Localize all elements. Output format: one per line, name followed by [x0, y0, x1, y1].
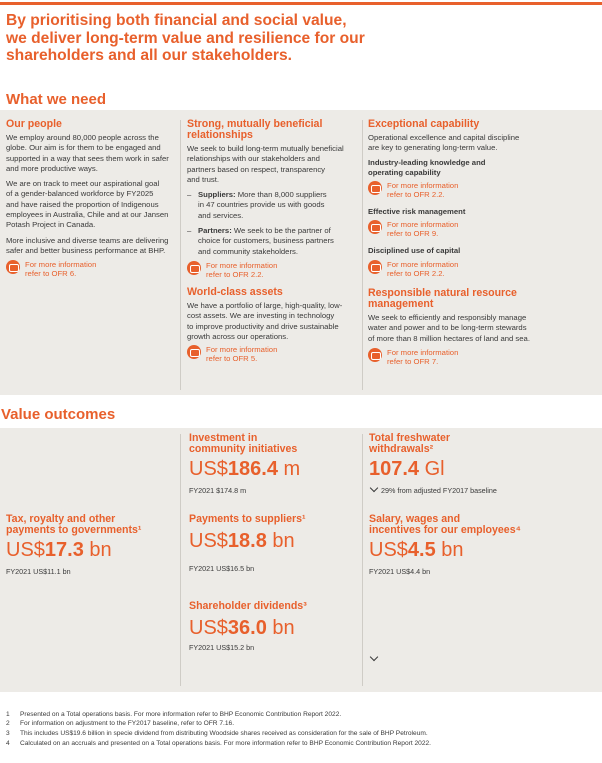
more-info-ofr-7-link[interactable]: For more information refer to OFR 7. — [368, 348, 558, 366]
tax-value: US$17.3 bn — [6, 539, 112, 561]
more-info-ofr-2-2-link[interactable]: For more information refer to OFR 2.2. — [368, 181, 554, 199]
dividends-prior-year: FY2021 US$15.2 bn — [189, 643, 255, 652]
more-info-ofr-2-2-link[interactable]: For more information refer to OFR 2.2. — [187, 261, 359, 279]
resources-heading: Responsible natural resource management — [368, 287, 517, 310]
community-value: US$186.4 m — [189, 458, 301, 480]
capability-paragraph: Operational excellence and capital discipline are key to generating long-term value. — [368, 133, 520, 153]
chevron-down-icon — [370, 484, 378, 492]
resources-paragraph: We seek to efficiently and responsibly manage water and power and to be long-term stewards of more than 8 million hectares of land and sea. — [368, 313, 530, 343]
value-outcomes-title: Value outcomes — [1, 406, 116, 423]
relationships-block — [187, 119, 359, 279]
more-info-ofr-2-2-link[interactable]: For more information refer to OFR 2.2. — [368, 260, 554, 278]
relationships-heading: Strong, mutually beneficial relationships — [187, 118, 323, 141]
document-icon — [368, 181, 382, 195]
tax-title: Tax, royalty and other payments to governments¹ — [6, 513, 142, 537]
column-divider — [180, 120, 181, 390]
capability-heading: Exceptional capability — [368, 118, 480, 130]
our-people-heading: Our people — [6, 118, 62, 130]
dividends-title: Shareholder dividends³ — [189, 600, 307, 612]
knowledge-subheading: Industry-leading knowledge and operating capability — [368, 157, 486, 177]
value-outcomes-panel — [0, 428, 602, 692]
relationships-paragraph: We seek to build long-term mutually beneficial relationships with our stakeholders and partners based on respect, transparency and trust. — [187, 144, 344, 184]
assets-paragraph: We have a portfolio of large, high-quality, low- cost assets. We are investing in technology to improve productivity and drive sustainable growth across our operations. — [187, 301, 343, 341]
more-info-ofr-6-link[interactable]: For more information refer to OFR 6. — [6, 260, 178, 278]
water-change: 29% from adjusted FY2017 baseline — [381, 486, 497, 495]
diversity-paragraph: More inclusive and diverse teams are delivering safer and better business performance at BHP. — [6, 235, 169, 255]
community-title: Investment in community initiatives — [189, 432, 298, 456]
column-divider — [362, 120, 363, 390]
footnote-2: 2 For information on adjustment to the FY2017 baseline, refer to OFR 7.16. — [6, 720, 235, 727]
document-icon — [368, 348, 382, 362]
capital-subheading: Disciplined use of capital — [368, 246, 461, 256]
water-value: 107.4 Gl — [369, 458, 445, 480]
salary-prior-year: FY2021 US$4.4 bn — [369, 567, 431, 576]
water-title: Total freshwater withdrawals² — [369, 432, 451, 456]
what-we-need-panel — [0, 110, 602, 395]
suppliers-prior-year: FY2021 US$16.5 bn — [189, 564, 255, 573]
salary-value: US$4.5 bn — [369, 539, 464, 561]
footnote-3: 3 This includes US$19.6 billion in specie dividend from distributing Woodside shares received as consideration for the sale of BHP Petroleum. — [6, 730, 428, 737]
column-divider — [180, 434, 181, 686]
document-icon — [6, 260, 20, 274]
resources-block — [368, 288, 558, 366]
assets-heading: World-class assets — [187, 286, 283, 298]
what-we-need-title: What we need — [6, 91, 107, 108]
chevron-down-icon — [370, 653, 378, 661]
risk-subheading: Effective risk management — [368, 207, 466, 217]
suppliers-title: Payments to suppliers¹ — [189, 513, 306, 525]
dividends-value: US$36.0 bn — [189, 617, 295, 639]
footnote-4: 4 Calculated on an accruals and presented on a Total operations basis. For more information refer to BHP Economic Contribution Report 2022. — [6, 740, 431, 747]
more-info-ofr-9-link[interactable]: For more information refer to OFR 9. — [368, 220, 554, 238]
suppliers-value: US$18.8 bn — [189, 530, 295, 552]
tax-prior-year: FY2021 US$11.1 bn — [6, 567, 71, 576]
document-icon — [187, 261, 201, 275]
partners-bullet: – Partners: We seek to be the partner of choice for customers, business partners and community stakeholders. — [187, 226, 359, 257]
suppliers-bullet: – Suppliers: More than 8,000 suppliers in 47 countries provide us with goods and services. — [187, 190, 359, 221]
our-people-block — [6, 119, 178, 278]
our-people-paragraph: We employ around 80,000 people across the globe. Our aim is for them to be engaged and supported in a way that sees them work in safer and more productive ways. — [6, 133, 169, 173]
capability-block — [368, 119, 554, 278]
document-icon — [368, 260, 382, 274]
salary-title: Salary, wages and incentives for our employees⁴ — [369, 513, 521, 537]
gender-balance-paragraph: We are on track to meet our aspirational goal of a gender-balanced workforce by FY2025 and have raised the proportion of Indigenous employees in Australia, Chile and at our Jansen Potash Project in Canada. — [6, 179, 169, 230]
page-headline: By prioritising both financial and social value, we deliver long-term value and resilience for our shareholders and all our stakeholders. — [6, 12, 365, 64]
assets-block — [187, 287, 359, 363]
document-icon — [187, 345, 201, 359]
footnote-1: 1 Presented on a Total operations basis. For more information refer to BHP Economic Contribution Report 2022. — [6, 711, 342, 718]
column-divider — [362, 434, 363, 686]
document-icon — [368, 220, 382, 234]
more-info-ofr-5-link[interactable]: For more information refer to OFR 5. — [187, 345, 359, 363]
top-accent-bar — [0, 2, 602, 5]
community-prior-year: FY2021 $174.8 m — [189, 486, 247, 495]
